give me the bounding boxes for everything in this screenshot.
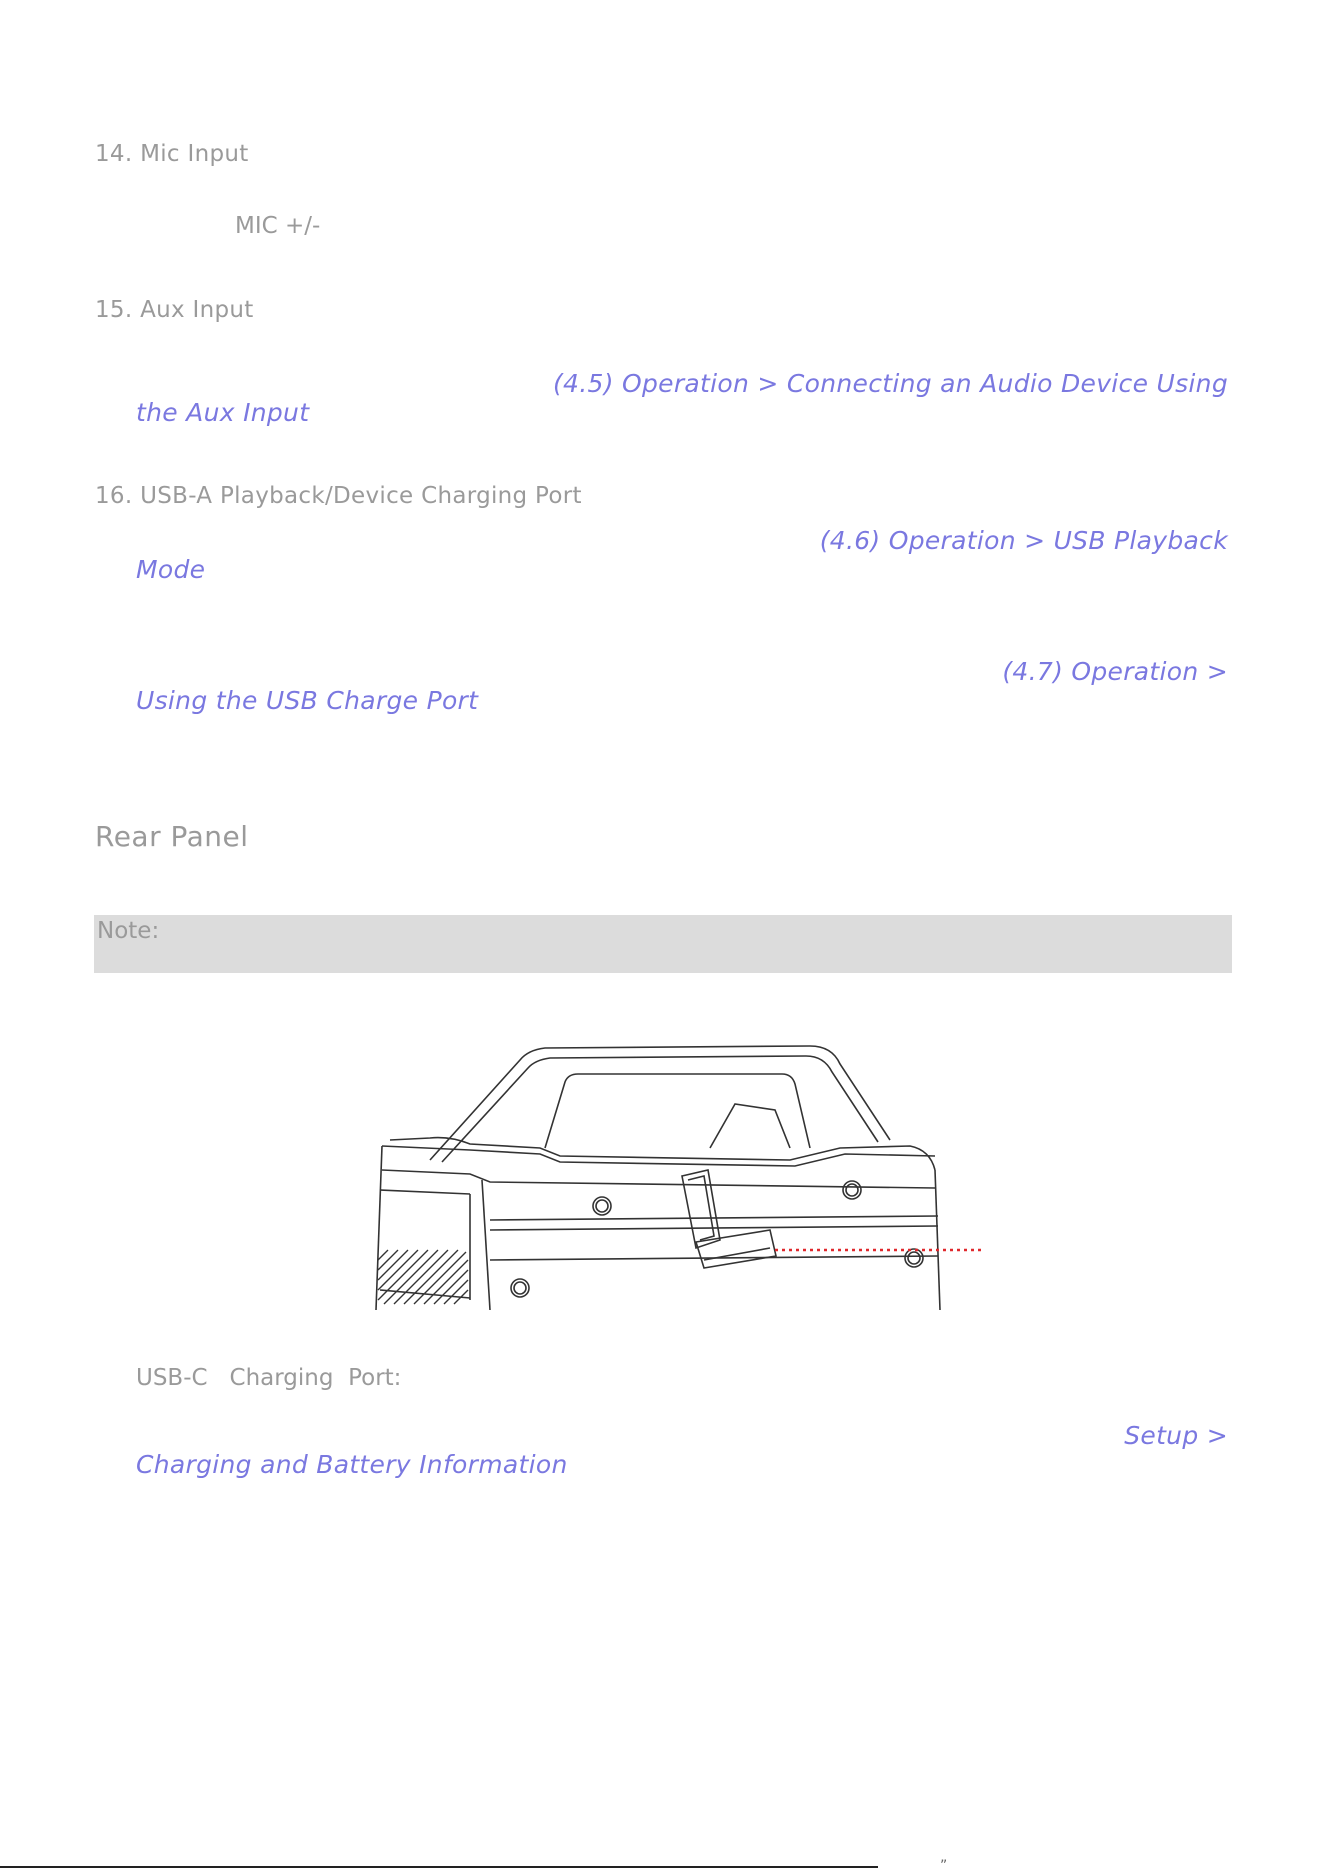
footer-rule	[0, 1866, 878, 1868]
aux-input-link-line2[interactable]: the Aux Input	[136, 398, 310, 427]
note-label: Note:	[97, 918, 160, 944]
note-box	[94, 915, 1232, 973]
speaker-rear-illustration	[370, 1020, 1010, 1310]
usb-a-heading: 16. USB-A Playback/Device Charging Port	[95, 483, 582, 509]
usb-c-label: USB-C Charging Port:	[136, 1365, 402, 1391]
footer-mark: ”	[940, 1858, 948, 1874]
charging-link-line1[interactable]: Setup >	[1124, 1421, 1228, 1450]
usb-charge-link-line1[interactable]: (4.7) Operation >	[1002, 657, 1228, 686]
usb-playback-link-line2[interactable]: Mode	[136, 555, 206, 584]
rear-panel-title: Rear Panel	[95, 820, 249, 853]
usb-charge-link-line2[interactable]: Using the USB Charge Port	[136, 686, 479, 715]
mic-control-label: MIC +/-	[235, 213, 321, 239]
mic-input-heading: 14. Mic Input	[95, 141, 249, 167]
aux-input-link-line1[interactable]: (4.5) Operation > Connecting an Audio Device Using	[553, 369, 1228, 398]
aux-input-heading: 15. Aux Input	[95, 297, 254, 323]
charging-link-line2[interactable]: Charging and Battery Information	[136, 1450, 568, 1479]
usb-playback-link-line1[interactable]: (4.6) Operation > USB Playback	[819, 526, 1228, 555]
